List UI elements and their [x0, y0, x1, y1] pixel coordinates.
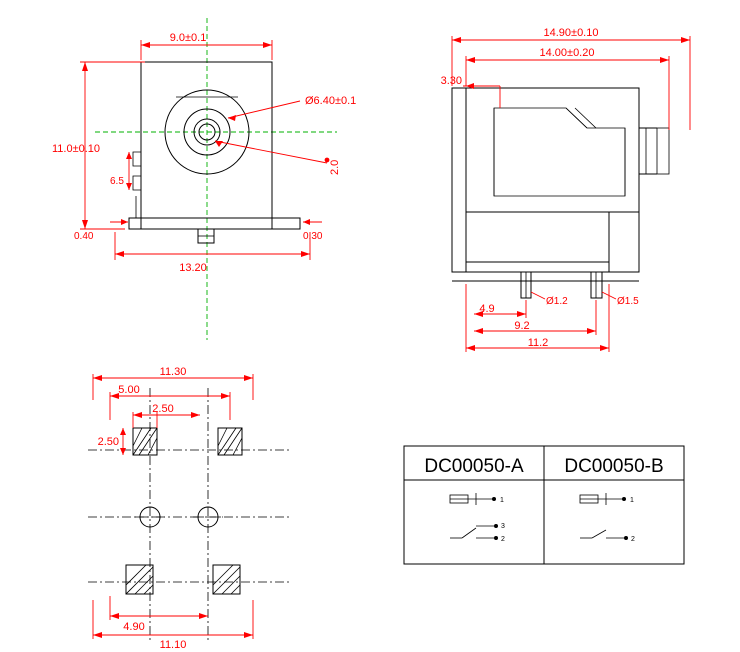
side-92-arrow-left — [474, 328, 483, 334]
side-front-face-label: 3.30 — [440, 75, 462, 87]
symbol-b-top — [580, 493, 626, 505]
pcb-pad-height-label: 2.50 — [97, 436, 119, 448]
side-overall-arrow-left — [452, 37, 461, 43]
pcb-top5-label: 5.00 — [118, 384, 140, 396]
front-left-foot — [129, 218, 141, 229]
front-overall-arrow-right — [301, 251, 310, 257]
side-pin1-dia-label: Ø1.2 — [546, 296, 568, 307]
pcb-250-arrow-right — [191, 412, 200, 418]
front-dia-arrow — [228, 115, 236, 121]
symbol-a-top — [450, 493, 496, 505]
pcb-490-arrow-left — [110, 613, 119, 619]
side-cavity-chamfer — [566, 108, 587, 128]
front-width-arrow-right — [263, 42, 272, 48]
front-left-step-label: 6.5 — [110, 176, 124, 187]
front-65-arrow-top — [126, 152, 132, 159]
side-cavity-chamfer2 — [575, 108, 596, 128]
pcb-footprint-view — [88, 374, 290, 640]
pcb-pad-width-label: 2.50 — [152, 403, 174, 415]
front-left-notch-upper — [133, 152, 141, 166]
front-width-arrow-left — [141, 42, 150, 48]
side-base-length-label: 11.2 — [527, 337, 549, 349]
side-rear-tab — [657, 128, 669, 174]
front-height-arrow-top — [82, 62, 88, 71]
pcb-top-overall-label: 11.30 — [159, 366, 187, 378]
side-pin2-dia-label: Ø1.5 — [617, 296, 639, 307]
pcb-1110-arrow-left — [93, 632, 102, 638]
pcb-490-arrow-right — [199, 613, 208, 619]
pcb-1130-arrow-right — [244, 375, 253, 381]
pcb-250v-arrow-bottom — [120, 448, 126, 455]
side-body-arrow-left — [466, 57, 475, 63]
front-dia-leader — [228, 101, 300, 118]
side-rear-block — [609, 212, 639, 272]
table-b-pin-1: 1 — [630, 497, 634, 504]
front-height-label: 11.0±0.10 — [52, 143, 101, 155]
front-right-foot-label: 0.30 — [303, 231, 323, 242]
side-92-arrow-right — [587, 328, 596, 334]
side-pin1-pos-label: 4.9 — [479, 303, 495, 315]
front-pin-leader — [215, 141, 327, 163]
pcb-1110-arrow-right — [244, 632, 253, 638]
side-overall-label: 14.90±0.10 — [543, 27, 599, 39]
pcb-500-arrow-right — [221, 393, 230, 399]
side-112-arrow-left — [466, 345, 475, 351]
table-b-pin-2: 2 — [631, 536, 635, 543]
table-header-a: DC00050-A — [424, 456, 524, 477]
front-left-foot-label: 0.40 — [74, 231, 94, 242]
pcb-pad-top-right — [218, 428, 242, 455]
side-49-arrow-right — [517, 311, 526, 317]
side-112-arrow-right — [600, 345, 609, 351]
front-width-label: 9.0±0.1 — [169, 32, 207, 44]
front-rightfoot-arrow — [303, 219, 310, 225]
side-body-label: 14.00±0.20 — [539, 47, 595, 59]
symbol-a-bottom — [450, 524, 498, 540]
front-left-notch-lower — [133, 176, 141, 190]
side-body-outline — [452, 88, 639, 272]
side-cavity — [494, 108, 625, 196]
front-65-arrow-bottom — [126, 183, 132, 190]
table-a-pin-2: 2 — [501, 536, 505, 543]
side-pin-2 — [591, 272, 602, 298]
front-overall-label: 13.20 — [179, 262, 207, 274]
table-header-b: DC00050-B — [564, 456, 664, 477]
pcb-250v-arrow-top — [120, 428, 126, 435]
symbol-b-bottom — [580, 530, 628, 540]
pcb-1130-arrow-left — [93, 375, 102, 381]
side-overall-arrow-right — [681, 37, 690, 43]
pcb-pad-bottom-left — [126, 565, 153, 594]
pcb-pad-top-left — [133, 428, 157, 455]
pcb-250-arrow-left — [133, 412, 142, 418]
front-leftfoot-arrow — [121, 219, 128, 225]
side-pin1-leader — [531, 292, 545, 299]
side-pin2-pos-label: 9.2 — [514, 320, 530, 332]
pcb-bottom-overall-label: 11.10 — [159, 639, 187, 651]
table-a-pin-3: 3 — [501, 523, 505, 530]
front-height-arrow-bottom — [82, 220, 88, 229]
front-overall-arrow-left — [115, 251, 124, 257]
table-a-pin-1: 1 — [500, 497, 504, 504]
front-pin-dia-label: 2.0 — [329, 159, 341, 175]
pcb-bottom49-label: 4.90 — [123, 621, 145, 633]
front-outer-dia-label: Ø6.40±0.1 — [305, 95, 357, 107]
front-right-foot — [272, 218, 300, 229]
pcb-pad-bottom-right — [213, 565, 240, 594]
front-pin-arrow — [215, 141, 223, 147]
side-body-arrow-right — [660, 57, 669, 63]
